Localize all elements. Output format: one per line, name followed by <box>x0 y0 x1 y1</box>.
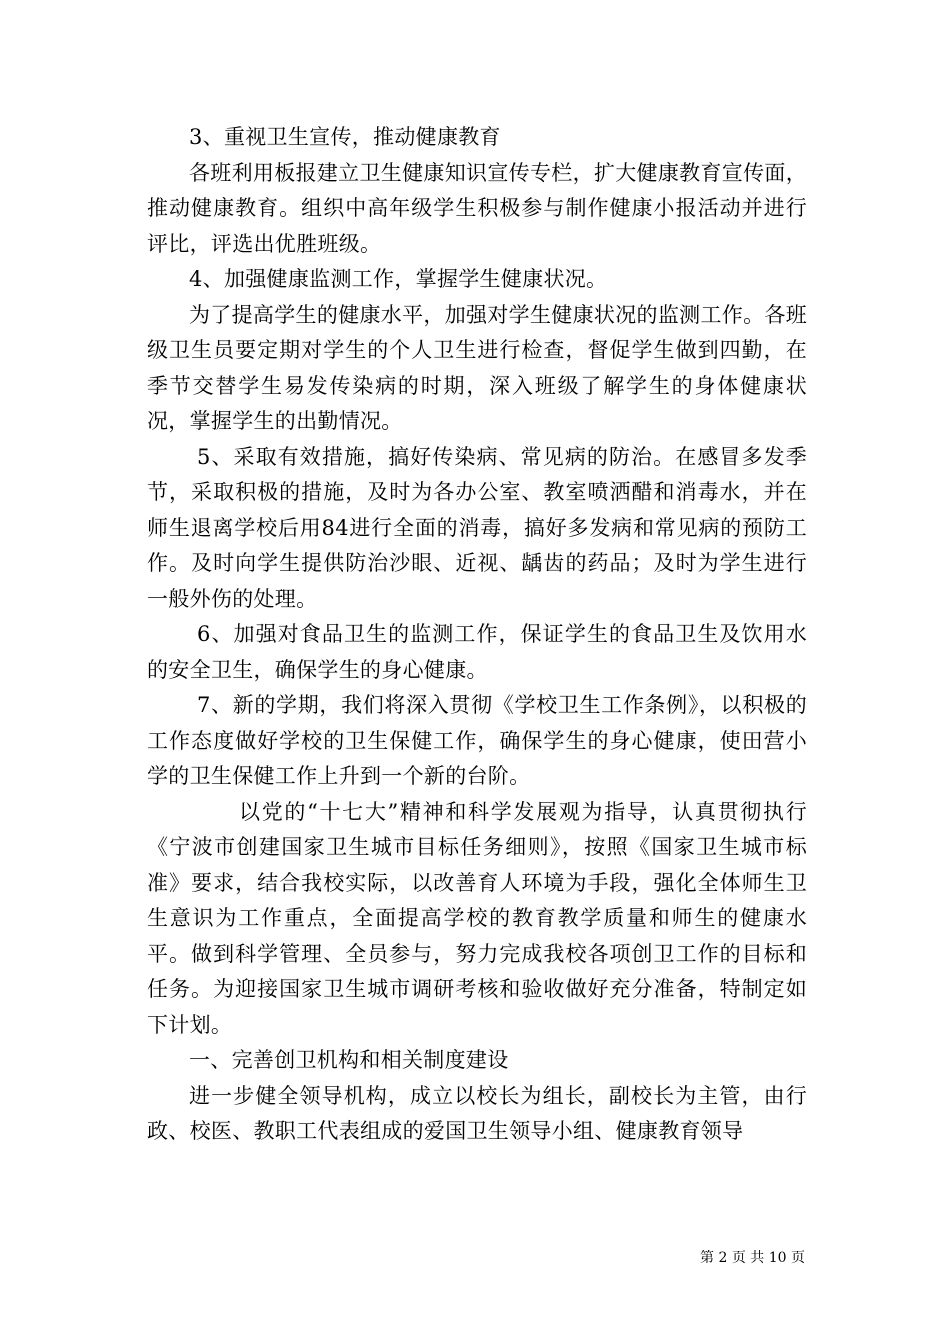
paragraph: 一、完善创卫机构和相关制度建设 <box>189 1048 509 1072</box>
paragraph: 4、加强健康监测工作，掌握学生健康状况。 <box>189 267 608 291</box>
paragraph: 3、重视卫生宣传，推动健康教育 <box>189 125 501 149</box>
paragraph: 7、新的学期，我们将深入贯彻《学校卫生工作条例》，以积极的工作态度做好学校的卫生保健工作，确保学生的身心健康，使田营小学的卫生保健工作上升到一个新的台阶。 <box>147 693 807 788</box>
paragraph: 各班利用板报建立卫生健康知识宣传专栏，扩大健康教育宣传面，推动健康教育。组织中高年级学生积极参与制作健康小报活动并进行评比，评选出优胜班级。 <box>147 160 807 256</box>
paragraph: 以党的“十七大”精神和科学发展观为指导，认真贯彻执行《宁波市创建国家卫生城市目标任务细则》，按照《国家卫生城市标准》要求，结合我校实际，以改善育人环境为手段，强化全体师生卫生意识为工作重点，全面提高学校的教育教学质量和师生的健康水平。做到科学管理、全员参与，努力完成我校各项创卫工作的目标和任务。为迎接国家卫生城市调研考核和验收做好充分准备，特制定如下计划。 <box>147 799 807 1037</box>
page-number-footer: 第 2 页 共 10 页 <box>700 1250 805 1266</box>
paragraph: 进一步健全领导机构，成立以校长为组长，副校长为主管，由行政、校医、教职工代表组成的爱国卫生领导小组、健康教育领导 <box>147 1083 807 1143</box>
paragraph: 5、采取有效措施，搞好传染病、常见病的防治。在感冒多发季节，采取积极的措施，及时为各办公室、教室喷洒醋和消毒水，并在师生退离学校后用84进行全面的消毒，搞好多发病和常见病的预防工作。及时向学生提供防治沙眼、近视、龋齿的药品；及时为学生进行一般外伤的处理。 <box>147 444 807 611</box>
document-body <box>147 120 807 1150</box>
paragraph: 为了提高学生的健康水平，加强对学生健康状况的监测工作。各班级卫生员要定期对学生的个人卫生进行检查，督促学生做到四勤，在季节交替学生易发传染病的时期，深入班级了解学生的身体健康状况，掌握学生的出勤情况。 <box>147 302 807 433</box>
paragraph: 6、加强对食品卫生的监测工作，保证学生的食品卫生及饮用水的安全卫生，确保学生的身心健康。 <box>147 622 807 682</box>
